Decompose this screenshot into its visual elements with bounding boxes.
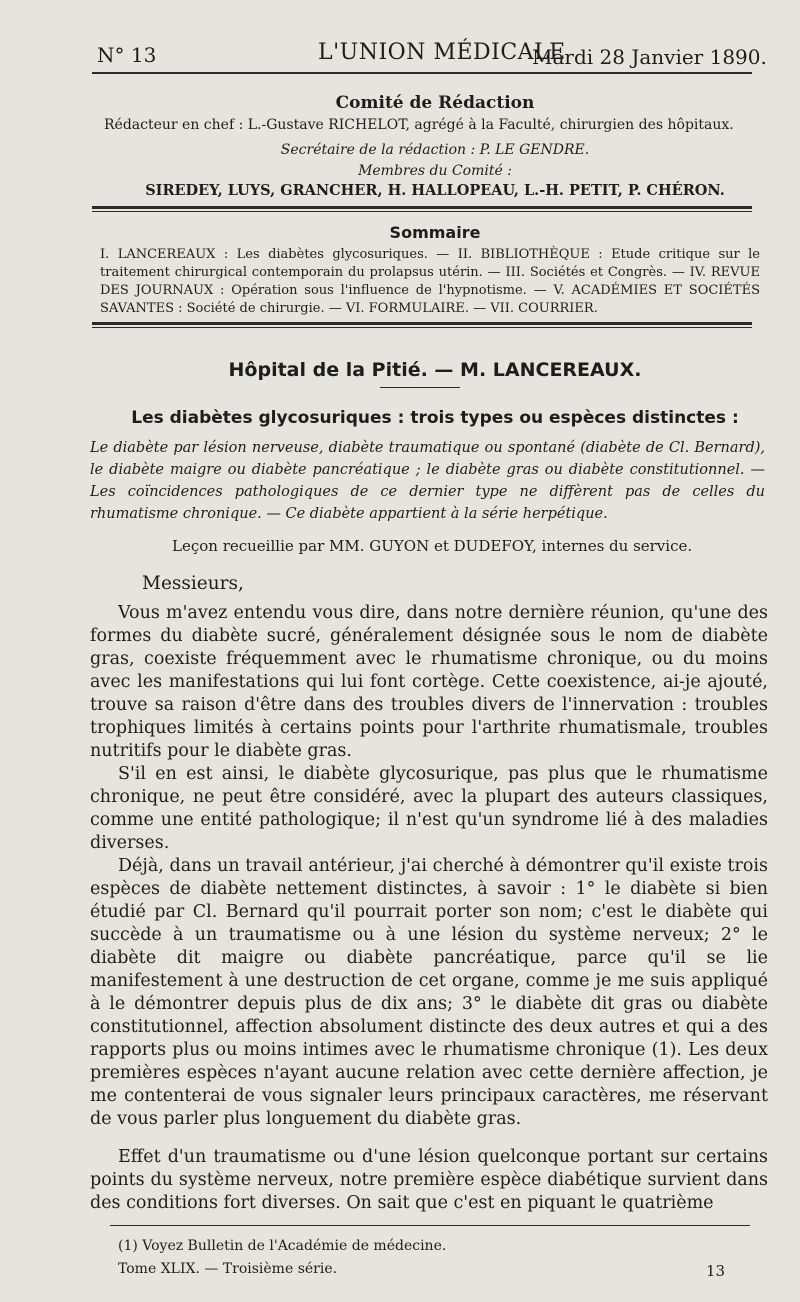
hospital-rule — [380, 387, 460, 388]
journal-title: L'UNION MÉDICALE — [318, 40, 566, 65]
paragraph-2: S'il en est ainsi, le diabète glycosurique, pas plus que le rhumatisme chronique, ne peut être considéré, avec la plupart des auteurs classiques, comme une entité pathologique; il n'est qu'un syndrome lié à des maladies diverses. — [90, 764, 768, 853]
footnote-rule — [110, 1225, 750, 1226]
paragraph-4: Effet d'un traumatisme ou d'une lésion quelconque portant sur certains points du système nerveux, notre première espèce diabétique survient dans des conditions fort diverses. On sait que c'est en piquant le quatrième — [90, 1147, 768, 1213]
footnote: (1) Voyez Bulletin de l'Académie de médecine. — [118, 1238, 447, 1254]
issue-number: N° 13 — [97, 43, 157, 67]
paragraph-3: Déjà, dans un travail antérieur, j'ai cherché à démontrer qu'il existe trois espèces de diabète nettement distinctes, à savoir : 1° le diabète si bien étudié par Cl. Bernard qu'il pourrait porter son nom; c'est le diabète qui succède à un traumatisme ou à une lésion du système nerveux; 2° le diabète dit maigre ou diabète pancréatique, parce qu'il se lie manifestement à une destruction de cet organe, comme je me suis appliqué à le démontrer depuis plus de dix ans; 3° le diabète dit gras ou diabète constitutionnel, affection absolument distincte des deux autres et qui a des rapports plus ou moins intimes avec le rhumatisme chronique (1). Les deux premières espèces n'ayant aucune relation avec cette dernière affection, je me contenterai de vous signaler leurs principaux caractères, me réservant de vous parler plus longuement du diabète gras. — [90, 856, 768, 1129]
header-rule — [92, 72, 752, 74]
comite-rule-thin — [92, 211, 752, 212]
redacteur-line: Rédacteur en chef : L.-Gustave RICHELOT, agrégé à la Faculté, chirurgien des hôpitaux. — [104, 117, 734, 133]
page-number: 13 — [706, 1262, 726, 1280]
article-abstract: Le diabète par lésion nerveuse, diabète traumatique ou spontané (diabète de Cl. Bernard), le diabète maigre ou diabète pancréatique ; le diabète gras ou diabète constitutionnel. — Les coïncidences pathologiques de ce dernier type ne diffèrent pas de celles du rhumatisme chronique. — Ce diabète appartient à la série herpétique. — [90, 440, 765, 522]
salutation: Messieurs, — [142, 573, 244, 594]
issue-date: Mardi 28 Janvier 1890. — [532, 45, 767, 69]
membres-list: SIREDEY, LUYS, GRANCHER, H. HALLOPEAU, L.-H. PETIT, P. CHÉRON. — [145, 182, 725, 199]
hospital-heading: Hôpital de la Pitié. — M. LANCEREAUX. — [228, 359, 642, 381]
sommaire-title: Sommaire — [389, 223, 481, 242]
lecon-credit: Leçon recueillie par MM. GUYON et DUDEFOY, internes du service. — [172, 537, 693, 555]
sommaire-rule-thin — [92, 327, 752, 328]
membres-label: Membres du Comité : — [358, 163, 512, 179]
sommaire-text: I. LANCEREAUX : Les diabètes glycosuriques. — II. BIBLIOTHÈQUE : Etude critique sur le traitement chirurgical contemporain du prolapsus utérin. — III. Sociétés et Congrès. — IV. REVUE DES JOURNAUX : Opération sous l'influence de l'hypnotisme. — V. ACADÉMIES ET SOCIÉTÉS SAVANTES : Société de chirurgie. — VI. FORMULAIRE. — VII. COURRIER. — [100, 247, 760, 316]
paragraph-1: Vous m'avez entendu vous dire, dans notre dernière réunion, qu'une des formes du diabète sucré, généralement désignée sous le nom de diabète gras, coexiste fréquemment avec le rhumatisme chronique, ou du moins avec les manifestations qui lui font cortège. Cette coexistence, ai-je ajouté, trouve sa raison d'être dans des troubles divers de l'innervation : troubles trophiques limités à certains points pour l'arthrite rhumatismale, troubles nutritifs pour le diabète gras. — [90, 603, 768, 761]
article-title: Les diabètes glycosuriques : trois types ou espèces distinctes : — [131, 408, 739, 428]
comite-rule — [92, 206, 752, 209]
sommaire-rule — [92, 322, 752, 325]
tome-line: Tome XLIX. — Troisième série. — [118, 1261, 338, 1277]
secretaire-line: Secrétaire de la rédaction : P. LE GENDRE. — [280, 142, 590, 158]
comite-title: Comité de Rédaction — [335, 93, 535, 113]
